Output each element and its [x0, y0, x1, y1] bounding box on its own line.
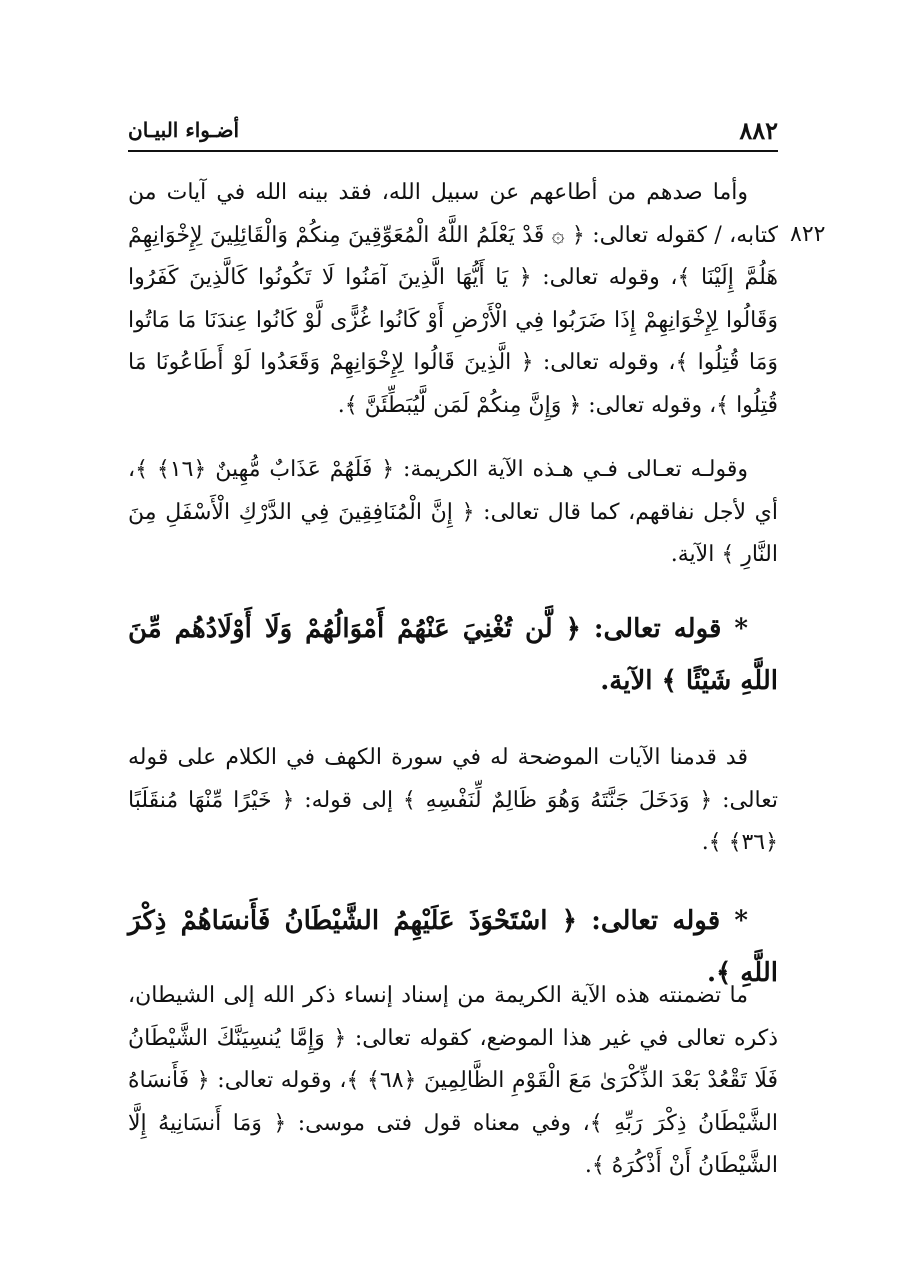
- paragraph-forgetting-remembrance: ما تضمنته هذه الآية الكريمة من إسناد إنساء ذكر الله إلى الشيطان، ذكره تعالى في غير هذا الموضع، كقوله تعالى: ﴿ وَإِمَّا يُنسِيَنَّكَ الشَّيْطَانُ فَلَا تَقْعُدْ بَعْدَ الذِّكْرَىٰ مَعَ الْقَوْمِ الظَّالِمِينَ ﴿٦٨﴾ ﴾، وقوله تعالى: ﴿ فَأَنسَاهُ الشَّيْطَانُ ذِكْرَ رَبِّهِ ﴾، وفي معناه قول فتى موسى: ﴿ وَمَا أَنسَانِيهُ إِلَّا الشَّيْطَانُ أَنْ أَذْكُرَهُ ﴾.: [128, 983, 778, 1178]
- page-number: ٨٨٢: [739, 116, 778, 145]
- running-header: [128, 112, 778, 148]
- book-page: [128, 0, 778, 1271]
- paragraph-kahf-reference: قد قدمنا الآيات الموضحة له في سورة الكهف في الكلام على قوله تعالى: ﴿ وَدَخَلَ جَنَّتَهُ وَهُوَ ظَالِمٌ لِّنَفْسِهِ ﴾ إلى قوله: ﴿ خَيْرًا مِّنْهَا مُنقَلَبًا ﴿٣٦﴾ ﴾.: [128, 745, 778, 855]
- heading-verse-shaytan: * قوله تعالى: ﴿ اسْتَحْوَذَ عَلَيْهِمُ الشَّيْطَانُ فَأَنسَاهُمْ ذِكْرَ اللَّهِ ﴾.: [128, 906, 778, 988]
- page-body: [128, 172, 778, 1188]
- book-title: أضـواء البيـان: [128, 118, 240, 142]
- header-rule: [128, 150, 778, 152]
- paragraph-humiliating-punishment: وقولـه تعـالى فـي هـذه الآية الكريمة: ﴿ فَلَهُمْ عَذَابٌ مُّهِينٌ ﴿١٦﴾ ﴾، أي لأجل نفاقهم، كما قال تعالى: ﴿ إِنَّ الْمُنَافِقِينَ فِي الدَّرْكِ الْأَسْفَلِ مِنَ النَّارِ ﴾ الآية.: [128, 457, 778, 567]
- margin-page-reference: ٨٢٢: [790, 222, 826, 247]
- paragraph-hindrance: وأما صدهم من أطاعهم عن سبيل الله، فقد بينه الله في آيات من كتابه، / كقوله تعالى: ﴿ ۞ قَدْ يَعْلَمُ اللَّهُ الْمُعَوِّقِينَ مِنكُمْ وَالْقَائِلِينَ لِإِخْوَانِهِمْ هَلُمَّ إِلَيْنَا ﴾، وقوله تعالى: ﴿ يَا أَيُّهَا الَّذِينَ آمَنُوا لَا تَكُونُوا كَالَّذِينَ كَفَرُوا وَقَالُوا لِإِخْوَانِهِمْ إِذَا ضَرَبُوا فِي الْأَرْضِ أَوْ كَانُوا غُزًّى لَّوْ كَانُوا عِندَنَا مَا مَاتُوا وَمَا قُتِلُوا ﴾، وقوله تعالى: ﴿ الَّذِينَ قَالُوا لِإِخْوَانِهِمْ وَقَعَدُوا لَوْ أَطَاعُونَا مَا قُتِلُوا ﴾، وقوله تعالى: ﴿ وَإِنَّ مِنكُمْ لَمَن لَّيُبَطِّئَنَّ ﴾.: [128, 180, 778, 418]
- heading-verse-wealth: * قوله تعالى: ﴿ لَّن تُغْنِيَ عَنْهُمْ أَمْوَالُهُمْ وَلَا أَوْلَادُهُم مِّنَ اللَّهِ شَيْئًا ﴾ الآية.: [128, 614, 778, 696]
